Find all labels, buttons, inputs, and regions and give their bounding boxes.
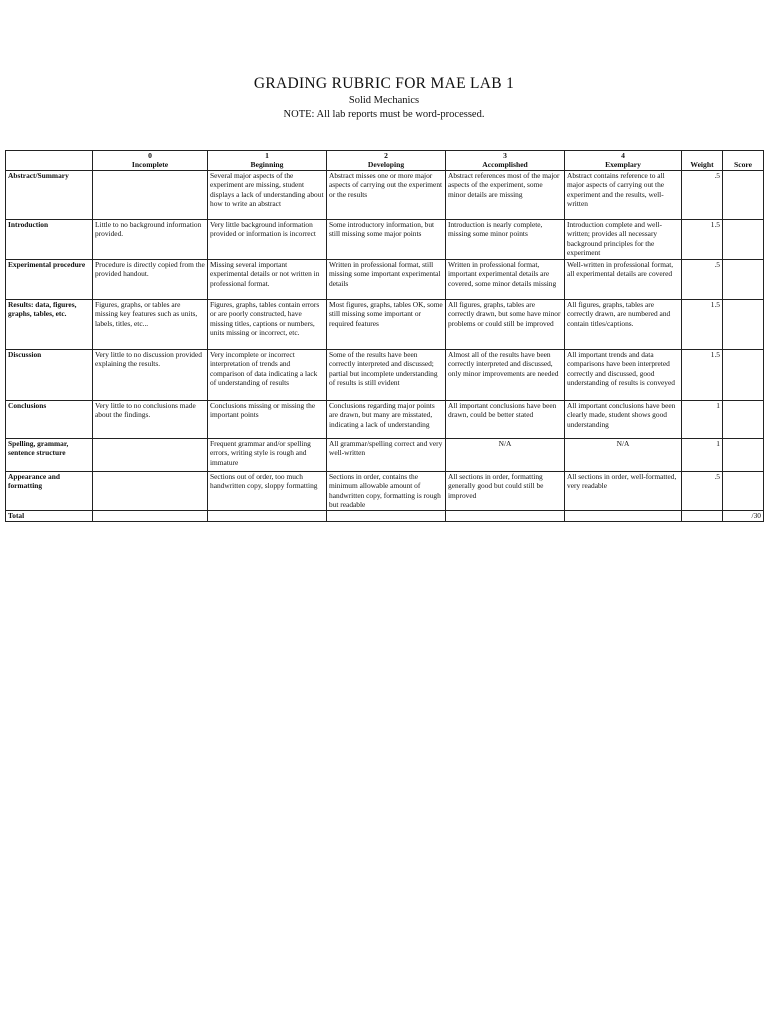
level-header-4: 4 Exemplary bbox=[565, 151, 682, 171]
level-2-description: All grammar/spelling correct and very well-written bbox=[327, 438, 446, 471]
score-cell bbox=[723, 471, 764, 510]
total-empty-cell bbox=[208, 510, 327, 521]
category-header bbox=[6, 151, 93, 171]
weight-value: 1.5 bbox=[682, 219, 723, 259]
level-3-description: Abstract references most of the major aspects of the experiment, some minor details are missing bbox=[446, 170, 565, 219]
level-1-description: Figures, graphs, tables contain errors or are poorly constructed, have missing titles, captions or numbers, units missing or incorrect, etc. bbox=[208, 299, 327, 349]
weight-value: .5 bbox=[682, 259, 723, 299]
rubric-header-row bbox=[6, 151, 764, 171]
level-4-description: All important trends and data comparisons have been interpreted correctly and discussed, good understanding of results is conveyed bbox=[565, 349, 682, 400]
level-1-description: Very incomplete or incorrect interpretation of trends and comparison of data indicating a lack of understanding of results bbox=[208, 349, 327, 400]
score-header: Score bbox=[723, 151, 764, 171]
criterion-label: Appearance and formatting bbox=[6, 471, 93, 510]
level-4-description: All important conclusions have been clearly made, student shows good understanding bbox=[565, 400, 682, 438]
criterion-label: Abstract/Summary bbox=[6, 170, 93, 219]
level-3-description: All important conclusions have been drawn, could be better stated bbox=[446, 400, 565, 438]
level-4-description: Well-written in professional format, all experimental details are covered bbox=[565, 259, 682, 299]
total-empty-cell bbox=[682, 510, 723, 521]
rubric-row bbox=[6, 170, 764, 219]
level-2-description: Most figures, graphs, tables OK, some still missing some important or required features bbox=[327, 299, 446, 349]
rubric-row bbox=[6, 438, 764, 471]
weight-value: 1 bbox=[682, 438, 723, 471]
level-3-description: Introduction is nearly complete, missing some minor points bbox=[446, 219, 565, 259]
level-header-2: 2 Developing bbox=[327, 151, 446, 171]
score-cell bbox=[723, 170, 764, 219]
level-3-description: All figures, graphs, tables are correctly drawn, but some have minor problems or could still be improved bbox=[446, 299, 565, 349]
score-cell bbox=[723, 438, 764, 471]
grading-rubric-table bbox=[5, 150, 764, 522]
criterion-label: Introduction bbox=[6, 219, 93, 259]
level-2-description: Sections in order, contains the minimum allowable amount of handwritten copy, formatting is rough but readable bbox=[327, 471, 446, 510]
document-header bbox=[0, 74, 768, 122]
level-4-description: Introduction complete and well-written; provides all necessary background principles for the experiment bbox=[565, 219, 682, 259]
level-2-description: Written in professional format, still missing some important experimental details bbox=[327, 259, 446, 299]
total-empty-cell bbox=[446, 510, 565, 521]
total-label: Total bbox=[6, 510, 93, 521]
level-3-description: N/A bbox=[446, 438, 565, 471]
level-0-description: Little to no background information provided. bbox=[93, 219, 208, 259]
level-0-description: Figures, graphs, or tables are missing key features such as units, labels, titles, etc... bbox=[93, 299, 208, 349]
level-header-3: 3 Accomplished bbox=[446, 151, 565, 171]
score-cell bbox=[723, 299, 764, 349]
level-4-description: Abstract contains reference to all major aspects of carrying out the experiment and the results, well-written bbox=[565, 170, 682, 219]
level-2-description: Some introductory information, but still missing some major points bbox=[327, 219, 446, 259]
rubric-row bbox=[6, 259, 764, 299]
weight-value: 1.5 bbox=[682, 299, 723, 349]
total-empty-cell bbox=[327, 510, 446, 521]
rubric-row bbox=[6, 219, 764, 259]
rubric-row bbox=[6, 471, 764, 510]
total-empty-cell bbox=[93, 510, 208, 521]
level-1-description: Missing several important experimental details or not written in professional format. bbox=[208, 259, 327, 299]
level-1-description: Sections out of order, too much handwritten copy, sloppy formatting bbox=[208, 471, 327, 510]
criterion-label: Results: data, figures, graphs, tables, etc. bbox=[6, 299, 93, 349]
total-empty-cell bbox=[565, 510, 682, 521]
level-header-1: 1 Beginning bbox=[208, 151, 327, 171]
level-3-description: All sections in order, formatting generally good but could still be improved bbox=[446, 471, 565, 510]
level-1-description: Very little background information provided or information is incorrect bbox=[208, 219, 327, 259]
criterion-label: Conclusions bbox=[6, 400, 93, 438]
level-3-description: Written in professional format, important experimental details are covered, some minor details missing bbox=[446, 259, 565, 299]
criterion-label: Discussion bbox=[6, 349, 93, 400]
level-4-description: All sections in order, well-formatted, very readable bbox=[565, 471, 682, 510]
level-1-description: Conclusions missing or missing the important points bbox=[208, 400, 327, 438]
level-0-description bbox=[93, 438, 208, 471]
rubric-row bbox=[6, 349, 764, 400]
level-2-description: Abstract misses one or more major aspects of carrying out the experiment or the results bbox=[327, 170, 446, 219]
weight-value: 1.5 bbox=[682, 349, 723, 400]
weight-value: 1 bbox=[682, 400, 723, 438]
level-0-description: Procedure is directly copied from the provided handout. bbox=[93, 259, 208, 299]
document-subtitle: Solid Mechanics bbox=[348, 95, 420, 106]
total-score: /30 bbox=[723, 510, 764, 521]
criterion-label: Experimental procedure bbox=[6, 259, 93, 299]
document-note: NOTE: All lab reports must be word-processed. bbox=[283, 109, 485, 120]
rubric-row bbox=[6, 299, 764, 349]
score-cell bbox=[723, 349, 764, 400]
rubric-row bbox=[6, 400, 764, 438]
level-header-0: 0 Incomplete bbox=[93, 151, 208, 171]
level-0-description bbox=[93, 471, 208, 510]
score-cell bbox=[723, 400, 764, 438]
weight-header: Weight bbox=[682, 151, 723, 171]
level-2-description: Conclusions regarding major points are drawn, but many are misstated, indicating a lack of understanding bbox=[327, 400, 446, 438]
total-row bbox=[6, 510, 764, 521]
level-3-description: Almost all of the results have been correctly interpreted and discussed, only minor improvements are needed bbox=[446, 349, 565, 400]
level-0-description bbox=[93, 170, 208, 219]
level-0-description: Very little to no conclusions made about the findings. bbox=[93, 400, 208, 438]
document-title: GRADING RUBRIC FOR MAE LAB 1 bbox=[253, 75, 515, 92]
level-4-description: All figures, graphs, tables are correctly drawn, are numbered and contain titles/captions. bbox=[565, 299, 682, 349]
weight-value: .5 bbox=[682, 471, 723, 510]
score-cell bbox=[723, 219, 764, 259]
level-0-description: Very little to no discussion provided explaining the results. bbox=[93, 349, 208, 400]
weight-value: .5 bbox=[682, 170, 723, 219]
rubric-body bbox=[6, 170, 764, 521]
level-4-description: N/A bbox=[565, 438, 682, 471]
level-1-description: Frequent grammar and/or spelling errors, writing style is rough and immature bbox=[208, 438, 327, 471]
criterion-label: Spelling, grammar, sentence structure bbox=[6, 438, 93, 471]
level-1-description: Several major aspects of the experiment are missing, student displays a lack of understanding about how to write an abstract bbox=[208, 170, 327, 219]
score-cell bbox=[723, 259, 764, 299]
level-2-description: Some of the results have been correctly interpreted and discussed; partial but incomplete understanding of results is still evident bbox=[327, 349, 446, 400]
